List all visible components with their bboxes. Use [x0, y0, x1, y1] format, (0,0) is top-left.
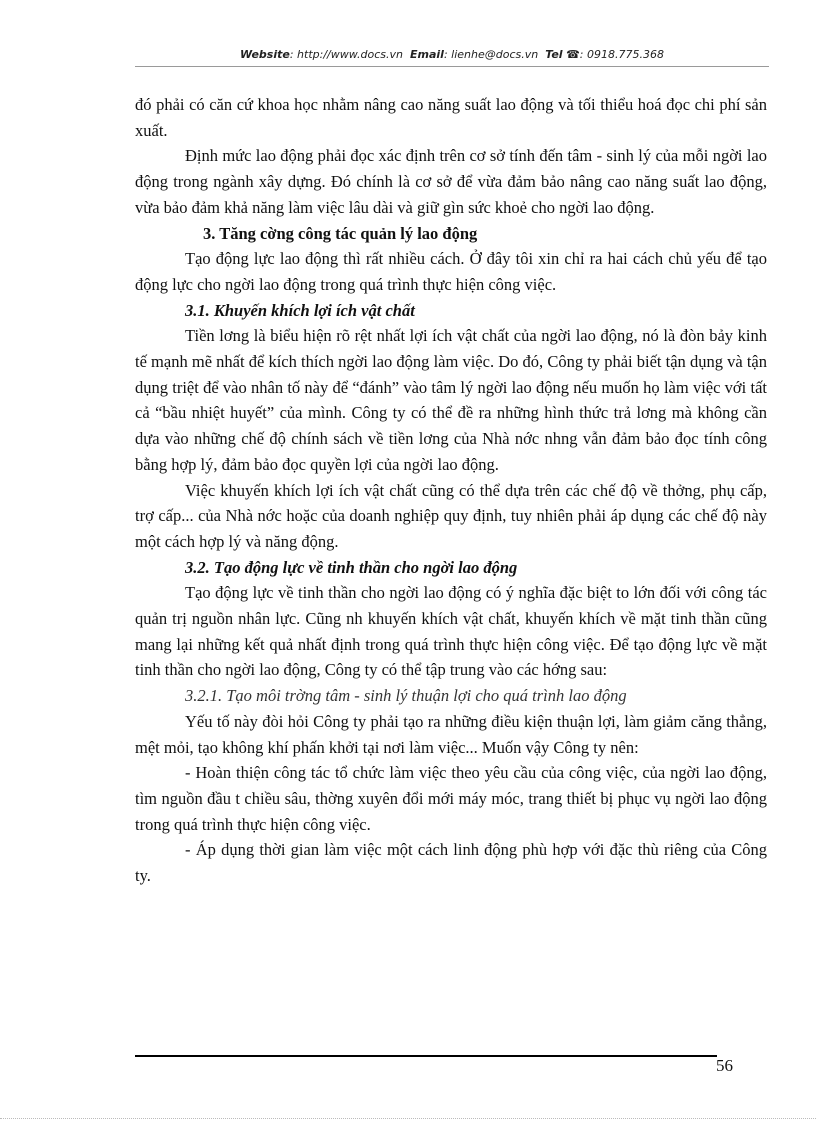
tel-value: : 0918.775.368	[579, 48, 664, 61]
paragraph-9: - Áp dụng thời gian làm việc một cách linh động phù hợp với đặc thù riêng của Công ty.	[135, 840, 767, 886]
section-heading-3-1: 3.1. Khuyến khích lợi ích vật chất	[185, 300, 415, 320]
document-body	[135, 92, 767, 889]
paragraph-6: Tạo động lực về tinh thần cho ngời lao động có ý nghĩa đặc biệt to lớn đối với công tác quản trị nguồn nhân lực. Cũng nh khuyến khích vật chất, khuyến khích về mặt tinh thần cũng mang lại những kết quả nhất định trong quá trình thực hiện công việc. Để tạo động lực về mặt tinh thần cho ngời lao động, Công ty có thể tập trung vào các hớng sau:	[135, 583, 767, 680]
paragraph-3: Tạo động lực lao động thì rất nhiều cách. Ở đây tôi xin chỉ ra hai cách chủ yếu để tạo động lực cho ngời lao động trong quá trình thực hiện công việc.	[135, 249, 767, 294]
paragraph-8: - Hoàn thiện công tác tổ chức làm việc theo yêu cầu của công việc, của ngời lao động, tìm nguồn đầu t chiều sâu, thờng xuyên đổi mới máy móc, trang thiết bị phục vụ ngời lao động trong quá trình thực hiện công việc.	[135, 763, 767, 834]
website-label: Website	[240, 48, 290, 61]
paragraph-1: đó phải có căn cứ khoa học nhằm nâng cao năng suất lao động và tối thiểu hoá đọc chi phí sản xuất.	[135, 95, 767, 140]
email-label: Email	[410, 48, 444, 61]
paragraph-4: Tiền lơng là biểu hiện rõ rệt nhất lợi ích vật chất của ngời lao động, nó là đòn bảy kinh tế mạnh mẽ nhất để kích thích ngời lao động làm việc. Do đó, Công ty phải biết tận dụng và tận dụng triệt để vào nhân tố này để “đánh” vào tâm lý ngời lao động nếu muốn họ làm việc với tất cả “bầu nhiệt huyết” của mình. Công ty có thể đề ra những hình thức trả lơng mà không cần dựa vào những chế độ chính sách về tiền lơng của Nhà nớc nhng vẫn đảm bảo đọc tính công bằng hợp lý, đảm bảo đọc quyền lợi của ngời lao động.	[135, 326, 767, 474]
email-value: : lienhe@docs.vn	[443, 48, 539, 61]
section-heading-3-2: 3.2. Tạo động lực về tinh thần cho ngời lao động	[185, 557, 518, 577]
section-heading-3-2-1: 3.2.1. Tạo môi trờng tâm - sinh lý thuận lợi cho quá trình lao động	[185, 686, 627, 706]
website-value: : http://www.docs.vn	[289, 48, 404, 61]
paragraph-7: Yếu tố này đòi hỏi Công ty phải tạo ra những điều kiện thuận lợi, làm giảm căng thẳng, mệt mỏi, tạo không khí phấn khởi tại nơi làm việc... Muốn vậy Công ty nên:	[135, 711, 767, 757]
page-bottom-edge	[0, 1118, 816, 1119]
page-number: 56	[716, 1056, 733, 1075]
paragraph-5: Việc khuyến khích lợi ích vật chất cũng có thể dựa trên các chế độ về thởng, phụ cấp, trợ cấp... của Nhà nớc hoặc của doanh nghiệp quy định, tuy nhiên phải áp dụng các chế độ này một cách hợp lý và năng động.	[135, 480, 767, 551]
tel-label: Tel	[545, 48, 563, 61]
page-header	[135, 48, 769, 61]
section-heading-3: 3. Tăng cờng công tác quản lý lao động	[203, 223, 478, 243]
footer-rule	[135, 1055, 717, 1057]
phone-icon: ☎	[566, 48, 580, 61]
paragraph-2: Định mức lao động phải đọc xác định trên cơ sở tính đến tâm - sinh lý của mỗi ngời lao động trong ngành xây dựng. Đó chính là cơ sở để vừa đảm bảo nâng cao năng suất lao động, vừa bảo đảm khả năng làm việc lâu dài và giữ gìn sức khoẻ cho ngời lao động.	[135, 146, 767, 217]
header-rule	[135, 66, 769, 67]
